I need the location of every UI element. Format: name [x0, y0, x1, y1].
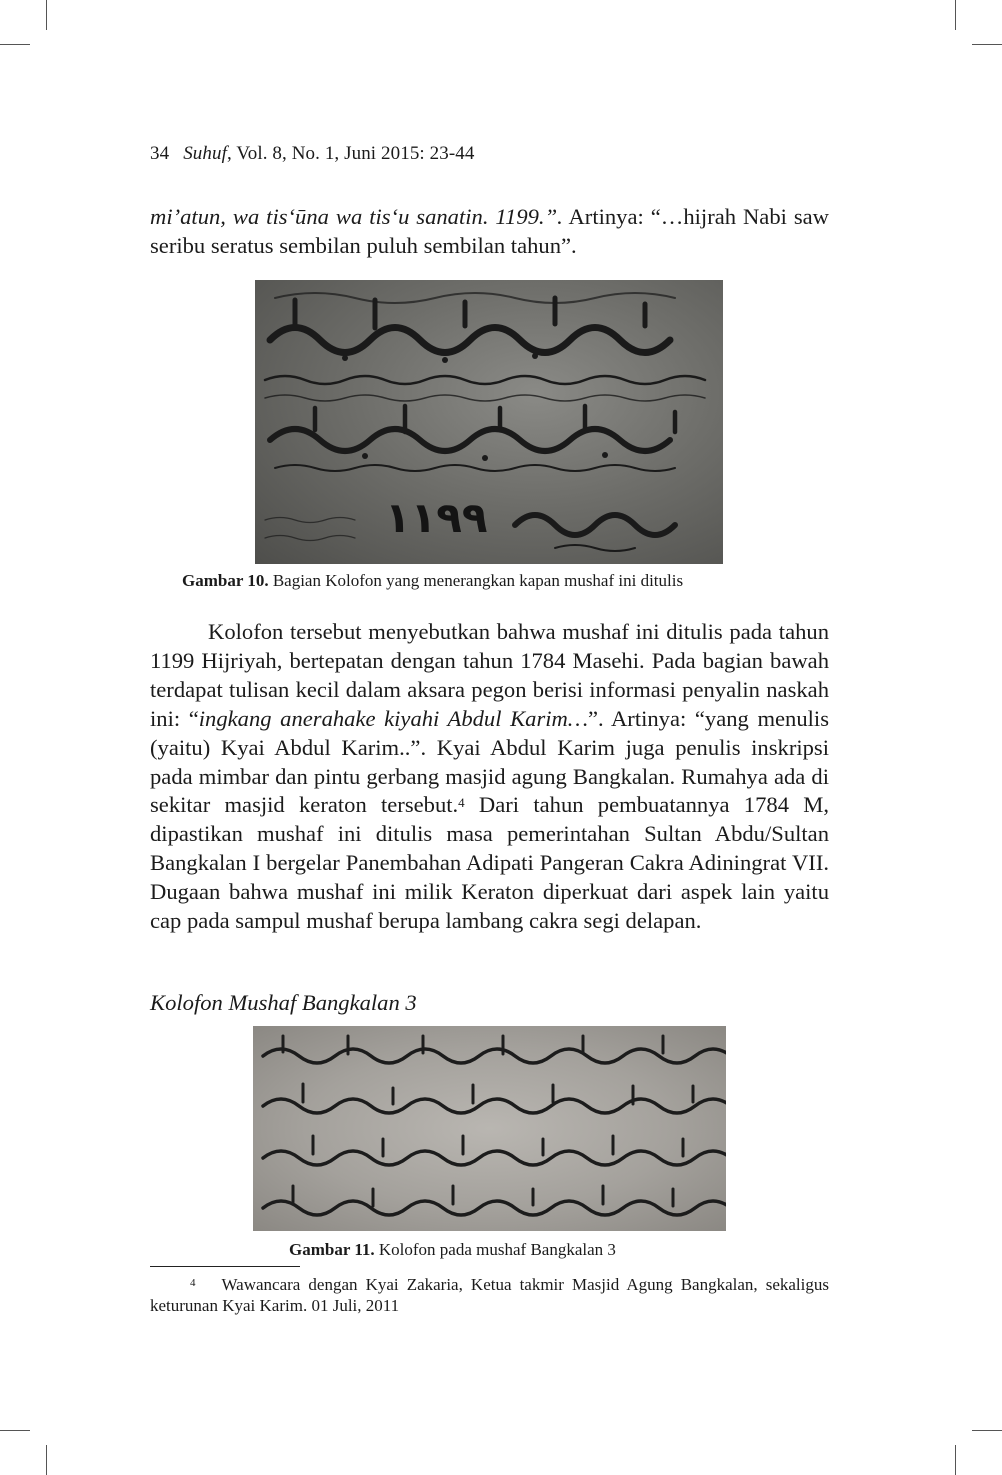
- footnote-rule: [150, 1266, 300, 1267]
- crop-mark: [972, 44, 1002, 45]
- caption-text: Kolofon pada mushaf Bangkalan 3: [374, 1240, 616, 1259]
- body-text: [150, 618, 829, 936]
- manuscript-photo-figure-11: [253, 1026, 726, 1231]
- crop-mark: [0, 44, 30, 45]
- caption-label: Gambar 10.: [182, 571, 269, 590]
- running-head: [150, 143, 475, 165]
- body-text-b: ”. Artinya: “yang menulis (yaitu) Kyai Abdul Karim..”. Kyai Abdul Karim juga penulis inskripsi pada mimbar dan pintu gerbang masjid agung Bangkalan. Rumahya ada di sekitar masjid keraton tersebut.: [150, 705, 829, 818]
- crop-mark: [46, 1445, 47, 1475]
- figure-11-caption: [289, 1240, 616, 1260]
- arabic-script-illustration: [255, 280, 723, 564]
- footnote: [150, 1274, 829, 1316]
- caption-label: Gambar 11.: [289, 1240, 375, 1259]
- page-number: 34: [150, 143, 170, 164]
- crop-mark: [46, 0, 47, 30]
- manuscript-photo-figure-10: [255, 280, 723, 564]
- arabic-script-illustration: [253, 1026, 726, 1231]
- journal-title: Suhuf: [183, 143, 227, 164]
- body-text-c: Dari tahun pembuatannya 1784 M, dipastikan mushaf ini ditulis masa pemerintahan Sultan Abdu/Sultan Bangkalan I bergelar Panembahan Adipati Pangeran Cakra Adiningrat VII. Dugaan bahwa mushaf ini milik Keraton diperkuat dari aspek lain yaitu cap pada sampul mushaf berupa lambang cakra segi delapan.: [150, 792, 829, 934]
- section-subheading: Kolofon Mushaf Bangkalan 3: [150, 990, 417, 1015]
- journal-citation: , Vol. 8, No. 1, Juni 2015: 23-44: [226, 143, 475, 164]
- pegon-quote: ingkang anerahake kiyahi Abdul Karim…: [198, 705, 588, 731]
- crop-mark: [972, 1430, 1002, 1431]
- transliteration: mi’atun, wa tis‘ūna wa tis‘u sanatin. 1199.”.: [150, 204, 563, 229]
- footnote-reference: 4: [458, 795, 465, 811]
- figure-10-caption: [182, 571, 683, 591]
- footnote-text: Wawancara dengan Kyai Zakaria, Ketua takmir Masjid Agung Bangkalan, sekaligus keturunan Kyai Karim. 01 Juli, 2011: [150, 1275, 829, 1315]
- body-text-a: Kolofon tersebut menyebutkan bahwa mushaf ini ditulis pada tahun 1199 Hijriyah, bertepatan dengan tahun 1784 Masehi. Pada bagian bawah terdapat tulisan kecil dalam aksara pegon berisi informasi penyalin naskah ini: “: [150, 619, 829, 731]
- intro-text: Artinya: “…hijrah Nabi saw seribu seratus sembilan puluh sembilan tahun”.: [150, 204, 829, 258]
- crop-mark: [0, 1430, 30, 1431]
- crop-mark: [955, 0, 956, 30]
- footnote-marker: 4: [190, 1277, 196, 1289]
- caption-text: Bagian Kolofon yang menerangkan kapan mushaf ini ditulis: [268, 571, 684, 590]
- body-paragraph: [150, 618, 829, 936]
- hijri-year-numeral: ١١٩٩: [385, 493, 488, 542]
- intro-paragraph: [150, 203, 829, 261]
- crop-mark: [955, 1445, 956, 1475]
